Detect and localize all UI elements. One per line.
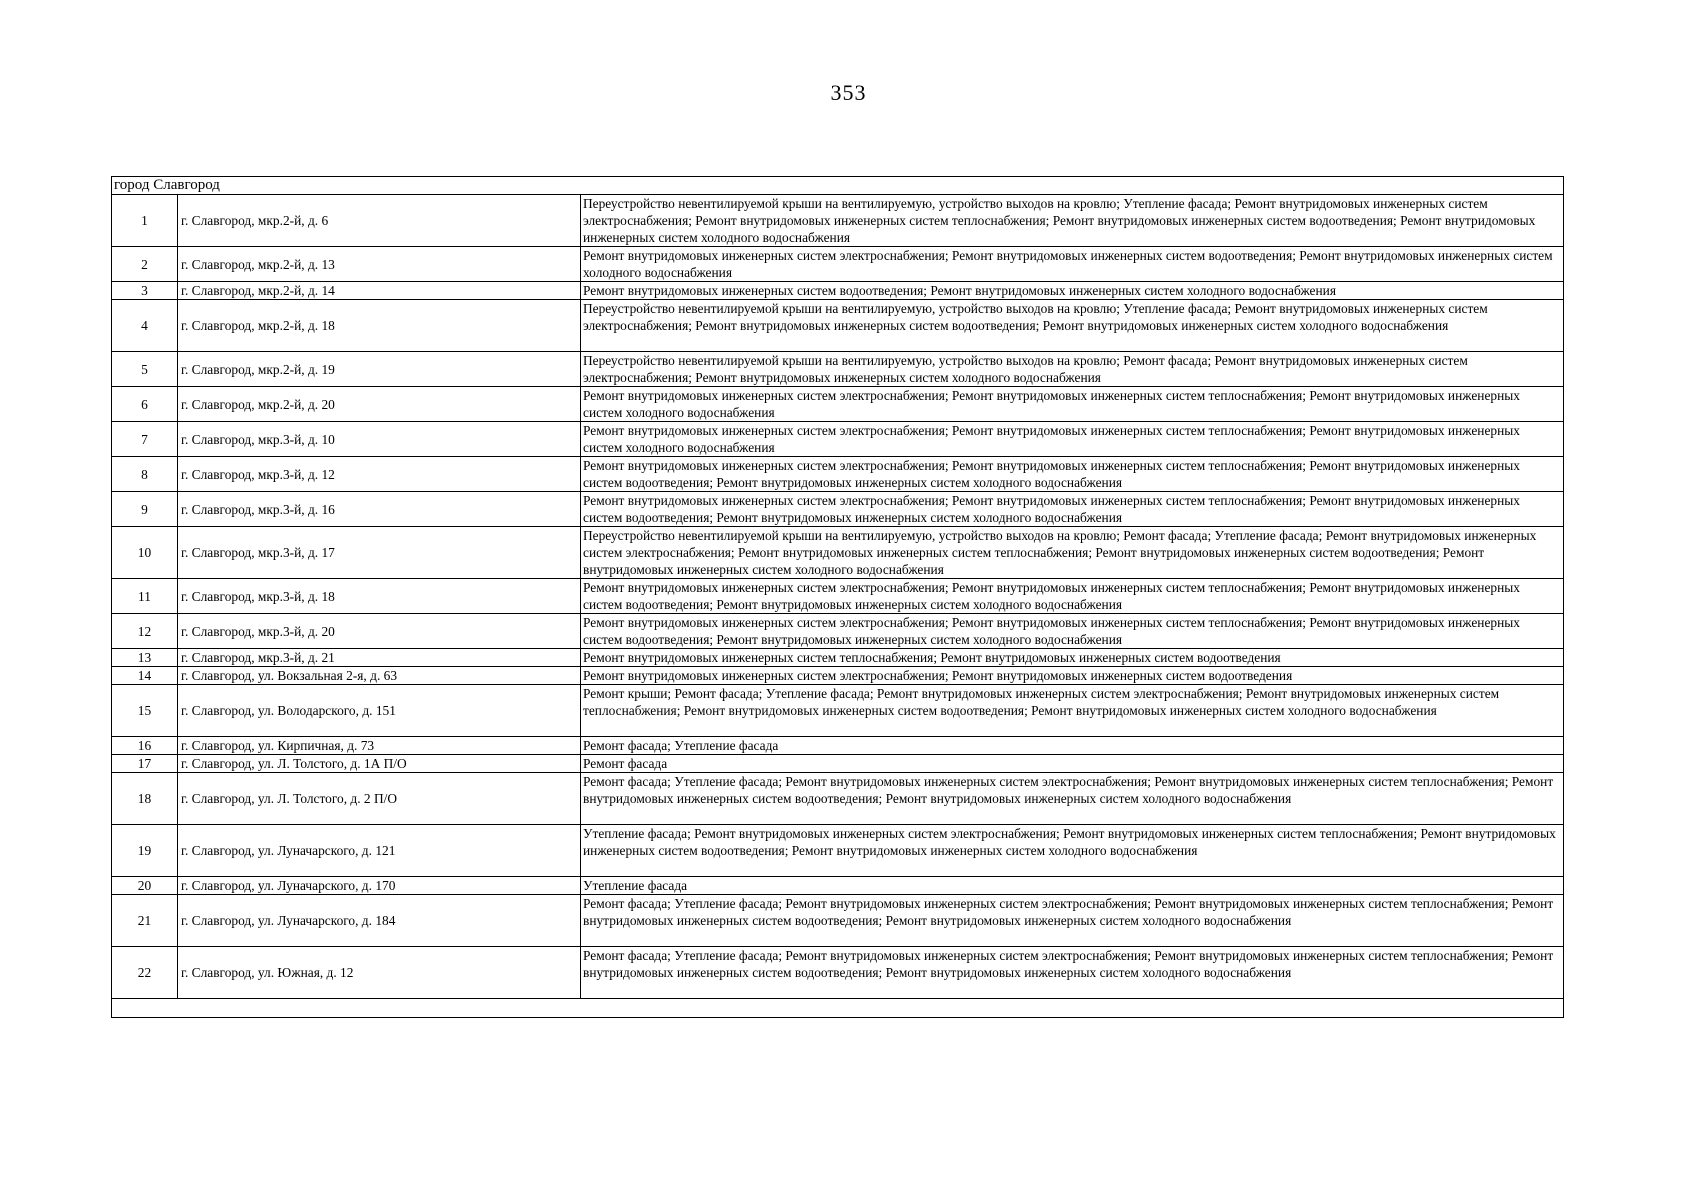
table-row — [112, 422, 1564, 457]
row-works: Переустройство невентилируемой крыши на вентилируемую, устройство выходов на кровлю; Утепление фасада; Ремонт внутридомовых инженерных систем электроснабжения; Ремонт внутридомовых инженерных систем теплоснабжения; Ремонт внутридомовых инженерных систем водоотведения; Ремонт внутридомовых инженерных систем холодного водоснабжения — [581, 195, 1564, 247]
row-number: 18 — [112, 773, 178, 825]
row-address: г. Славгород, ул. Володарского, д. 151 — [178, 685, 581, 737]
table-row — [112, 247, 1564, 282]
row-number: 9 — [112, 492, 178, 527]
repair-program-table — [111, 176, 1563, 1018]
row-address: г. Славгород, мкр.3-й, д. 16 — [178, 492, 581, 527]
table-row — [112, 755, 1564, 773]
row-address: г. Славгород, мкр.2-й, д. 6 — [178, 195, 581, 247]
row-number: 1 — [112, 195, 178, 247]
row-number: 4 — [112, 300, 178, 352]
table-row — [112, 667, 1564, 685]
row-address: г. Славгород, мкр.3-й, д. 20 — [178, 614, 581, 649]
row-number: 5 — [112, 352, 178, 387]
row-address: г. Славгород, ул. Луначарского, д. 170 — [178, 877, 581, 895]
row-address: г. Славгород, мкр.3-й, д. 18 — [178, 579, 581, 614]
row-number: 17 — [112, 755, 178, 773]
table-row — [112, 282, 1564, 300]
section-title: город Славгород — [112, 177, 1564, 195]
row-works: Ремонт фасада; Утепление фасада; Ремонт внутридомовых инженерных систем электроснабжения; Ремонт внутридомовых инженерных систем теплоснабжения; Ремонт внутридомовых инженерных систем водоотведения; Ремонт внутридомовых инженерных систем холодного водоснабжения — [581, 947, 1564, 999]
row-address: г. Славгород, мкр.3-й, д. 21 — [178, 649, 581, 667]
table-row — [112, 825, 1564, 877]
row-address: г. Славгород, ул. Луначарского, д. 121 — [178, 825, 581, 877]
row-works: Ремонт внутридомовых инженерных систем электроснабжения; Ремонт внутридомовых инженерных систем водоотведения; Ремонт внутридомовых инженерных систем холодного водоснабжения — [581, 247, 1564, 282]
table-row — [112, 947, 1564, 999]
table-row — [112, 614, 1564, 649]
works-table — [111, 176, 1564, 1018]
row-works: Ремонт внутридомовых инженерных систем электроснабжения; Ремонт внутридомовых инженерных систем теплоснабжения; Ремонт внутридомовых инженерных систем холодного водоснабжения — [581, 422, 1564, 457]
row-number: 7 — [112, 422, 178, 457]
table-footer-row — [112, 999, 1564, 1018]
table-row — [112, 877, 1564, 895]
row-address: г. Славгород, мкр.3-й, д. 12 — [178, 457, 581, 492]
table-row — [112, 895, 1564, 947]
row-number: 15 — [112, 685, 178, 737]
row-number: 20 — [112, 877, 178, 895]
row-works: Ремонт внутридомовых инженерных систем теплоснабжения; Ремонт внутридомовых инженерных систем водоотведения — [581, 649, 1564, 667]
row-number: 3 — [112, 282, 178, 300]
row-works: Ремонт крыши; Ремонт фасада; Утепление фасада; Ремонт внутридомовых инженерных систем электроснабжения; Ремонт внутридомовых инженерных систем теплоснабжения; Ремонт внутридомовых инженерных систем водоотведения; Ремонт внутридомовых инженерных систем холодного водоснабжения — [581, 685, 1564, 737]
row-works: Ремонт внутридомовых инженерных систем электроснабжения; Ремонт внутридомовых инженерных систем водоотведения — [581, 667, 1564, 685]
row-works: Утепление фасада; Ремонт внутридомовых инженерных систем электроснабжения; Ремонт внутридомовых инженерных систем теплоснабжения; Ремонт внутридомовых инженерных систем водоотведения; Ремонт внутридомовых инженерных систем холодного водоснабжения — [581, 825, 1564, 877]
row-address: г. Славгород, мкр.2-й, д. 14 — [178, 282, 581, 300]
table-body — [112, 177, 1564, 1018]
table-row — [112, 685, 1564, 737]
table-row — [112, 737, 1564, 755]
row-address: г. Славгород, ул. Луначарского, д. 184 — [178, 895, 581, 947]
row-number: 8 — [112, 457, 178, 492]
row-address: г. Славгород, ул. Кирпичная, д. 73 — [178, 737, 581, 755]
row-number: 12 — [112, 614, 178, 649]
row-works: Ремонт внутридомовых инженерных систем водоотведения; Ремонт внутридомовых инженерных систем холодного водоснабжения — [581, 282, 1564, 300]
row-number: 19 — [112, 825, 178, 877]
row-address: г. Славгород, ул. Вокзальная 2-я, д. 63 — [178, 667, 581, 685]
row-address: г. Славгород, ул. Л. Толстого, д. 1А П/О — [178, 755, 581, 773]
row-works: Ремонт внутридомовых инженерных систем электроснабжения; Ремонт внутридомовых инженерных систем теплоснабжения; Ремонт внутридомовых инженерных систем водоотведения; Ремонт внутридомовых инженерных систем холодного водоснабжения — [581, 614, 1564, 649]
section-header-row — [112, 177, 1564, 195]
page-number: 353 — [830, 80, 867, 105]
row-number: 2 — [112, 247, 178, 282]
table-row — [112, 649, 1564, 667]
row-works: Переустройство невентилируемой крыши на вентилируемую, устройство выходов на кровлю; Утепление фасада; Ремонт внутридомовых инженерных систем электроснабжения; Ремонт внутридомовых инженерных систем водоотведения; Ремонт внутридомовых инженерных систем холодного водоснабжения — [581, 300, 1564, 352]
table-row — [112, 492, 1564, 527]
row-number: 6 — [112, 387, 178, 422]
table-row — [112, 579, 1564, 614]
row-address: г. Славгород, мкр.2-й, д. 20 — [178, 387, 581, 422]
row-address: г. Славгород, мкр.2-й, д. 18 — [178, 300, 581, 352]
row-works: Переустройство невентилируемой крыши на вентилируемую, устройство выходов на кровлю; Ремонт фасада; Утепление фасада; Ремонт внутридомовых инженерных систем электроснабжения; Ремонт внутридомовых инженерных систем теплоснабжения; Ремонт внутридомовых инженерных систем водоотведения; Ремонт внутридомовых инженерных систем холодного водоснабжения — [581, 527, 1564, 579]
table-row — [112, 457, 1564, 492]
row-number: 11 — [112, 579, 178, 614]
row-address: г. Славгород, ул. Л. Толстого, д. 2 П/О — [178, 773, 581, 825]
table-row — [112, 527, 1564, 579]
row-address: г. Славгород, мкр.3-й, д. 10 — [178, 422, 581, 457]
row-address: г. Славгород, мкр.2-й, д. 19 — [178, 352, 581, 387]
table-row — [112, 352, 1564, 387]
row-works: Ремонт внутридомовых инженерных систем электроснабжения; Ремонт внутридомовых инженерных систем теплоснабжения; Ремонт внутридомовых инженерных систем холодного водоснабжения — [581, 387, 1564, 422]
row-address: г. Славгород, ул. Южная, д. 12 — [178, 947, 581, 999]
table-row — [112, 300, 1564, 352]
table-footer-cell — [112, 999, 1564, 1018]
row-number: 21 — [112, 895, 178, 947]
row-works: Ремонт внутридомовых инженерных систем электроснабжения; Ремонт внутридомовых инженерных систем теплоснабжения; Ремонт внутридомовых инженерных систем водоотведения; Ремонт внутридомовых инженерных систем холодного водоснабжения — [581, 492, 1564, 527]
row-works: Ремонт фасада; Утепление фасада; Ремонт внутридомовых инженерных систем электроснабжения; Ремонт внутридомовых инженерных систем теплоснабжения; Ремонт внутридомовых инженерных систем водоотведения; Ремонт внутридомовых инженерных систем холодного водоснабжения — [581, 895, 1564, 947]
table-row — [112, 195, 1564, 247]
row-works: Ремонт внутридомовых инженерных систем электроснабжения; Ремонт внутридомовых инженерных систем теплоснабжения; Ремонт внутридомовых инженерных систем водоотведения; Ремонт внутридомовых инженерных систем холодного водоснабжения — [581, 457, 1564, 492]
row-works: Ремонт фасада — [581, 755, 1564, 773]
row-works: Переустройство невентилируемой крыши на вентилируемую, устройство выходов на кровлю; Ремонт фасада; Ремонт внутридомовых инженерных систем электроснабжения; Ремонт внутридомовых инженерных систем холодного водоснабжения — [581, 352, 1564, 387]
row-works: Ремонт фасада; Утепление фасада — [581, 737, 1564, 755]
row-works: Ремонт фасада; Утепление фасада; Ремонт внутридомовых инженерных систем электроснабжения; Ремонт внутридомовых инженерных систем теплоснабжения; Ремонт внутридомовых инженерных систем водоотведения; Ремонт внутридомовых инженерных систем холодного водоснабжения — [581, 773, 1564, 825]
table-row — [112, 773, 1564, 825]
row-number: 22 — [112, 947, 178, 999]
row-works: Ремонт внутридомовых инженерных систем электроснабжения; Ремонт внутридомовых инженерных систем теплоснабжения; Ремонт внутридомовых инженерных систем водоотведения; Ремонт внутридомовых инженерных систем холодного водоснабжения — [581, 579, 1564, 614]
row-number: 14 — [112, 667, 178, 685]
row-works: Утепление фасада — [581, 877, 1564, 895]
row-number: 16 — [112, 737, 178, 755]
table-row — [112, 387, 1564, 422]
row-address: г. Славгород, мкр.2-й, д. 13 — [178, 247, 581, 282]
row-number: 10 — [112, 527, 178, 579]
row-address: г. Славгород, мкр.3-й, д. 17 — [178, 527, 581, 579]
row-number: 13 — [112, 649, 178, 667]
